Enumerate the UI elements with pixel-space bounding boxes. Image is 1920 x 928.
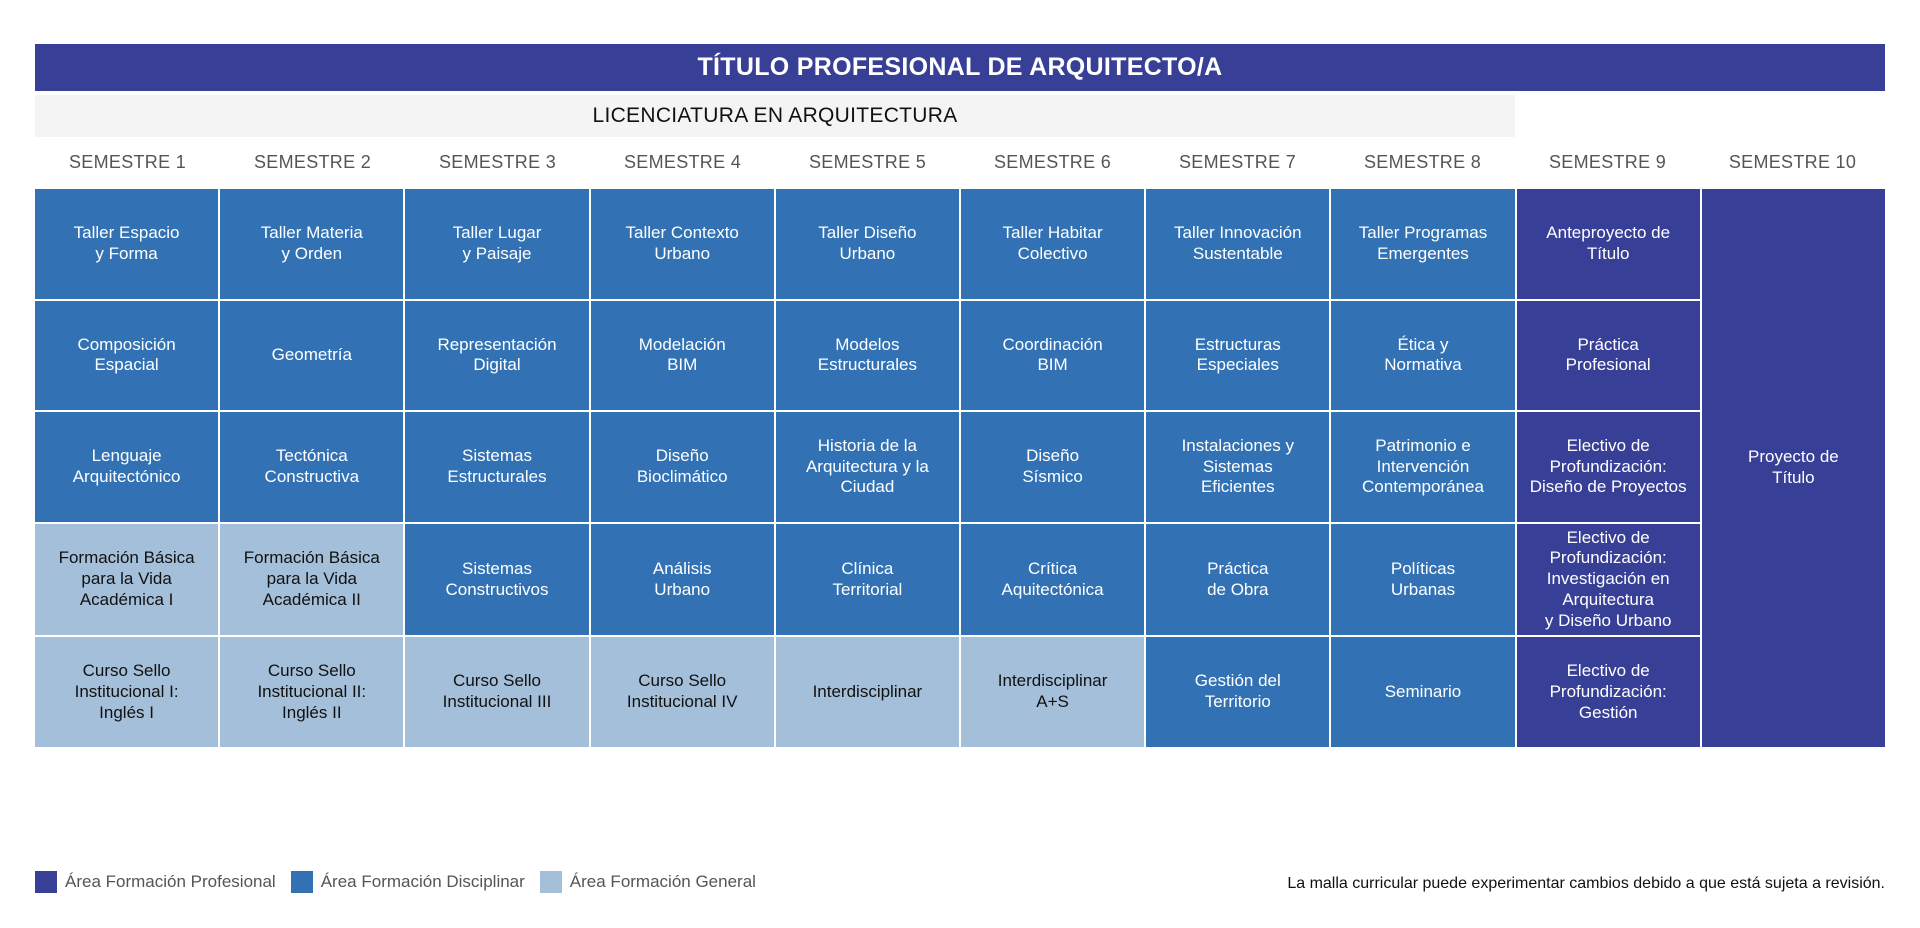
course-cell: Patrimonio e Intervención Contemporánea	[1331, 412, 1514, 522]
course-cell: Taller Lugar y Paisaje	[405, 189, 588, 299]
course-cell: Composición Espacial	[35, 301, 218, 411]
course-cell: Historia de la Arquitectura y la Ciudad	[776, 412, 959, 522]
semester-label: SEMESTRE 3	[438, 151, 557, 172]
semester-label: SEMESTRE 6	[993, 151, 1112, 172]
course-cell: Coordinación BIM	[961, 301, 1144, 411]
course-cell: Curso Sello Institucional IV	[591, 637, 774, 747]
course-cell: Gestión del Territorio	[1146, 637, 1329, 747]
semester-label: SEMESTRE 4	[623, 151, 742, 172]
semester-label: SEMESTRE 8	[1363, 151, 1482, 172]
legend-swatch-general	[540, 871, 562, 893]
legend-label: Área Formación Disciplinar	[320, 872, 525, 891]
semester-label: SEMESTRE 7	[1178, 151, 1297, 172]
course-cell: Crítica Aquitectónica	[961, 524, 1144, 636]
course-cell: Geometría	[220, 301, 403, 411]
course-cell: Electivo de Profundización: Gestión	[1517, 637, 1700, 747]
course-cell: Anteproyecto de Título	[1517, 189, 1700, 299]
course-cell: Políticas Urbanas	[1331, 524, 1514, 636]
course-cell: Curso Sello Institucional II: Inglés II	[220, 637, 403, 747]
revision-note: La malla curricular puede experimentar cambios debido a que está sujeta a revisión.	[1287, 875, 1885, 892]
course-cell: Taller Contexto Urbano	[591, 189, 774, 299]
course-cell: Modelación BIM	[591, 301, 774, 411]
course-cell: Taller Espacio y Forma	[35, 189, 218, 299]
course-cell: Curso Sello Institucional III	[405, 637, 588, 747]
page-title: TÍTULO PROFESIONAL DE ARQUITECTO/A	[35, 44, 1885, 91]
course-cell: Curso Sello Institucional I: Inglés I	[35, 637, 218, 747]
legend-swatch-disciplinar	[291, 871, 313, 893]
course-cell: Representación Digital	[405, 301, 588, 411]
legend-label: Área Formación Profesional	[65, 872, 276, 891]
course-cell: Taller Habitar Colectivo	[961, 189, 1144, 299]
legend-item-disciplinar	[291, 871, 525, 893]
course-cell: Electivo de Profundización: Investigación en Arquitectura y Diseño Urbano	[1517, 524, 1700, 636]
page-subtitle: LICENCIATURA EN ARQUITECTURA	[35, 95, 1515, 137]
course-cell: Tectónica Constructiva	[220, 412, 403, 522]
course-cell: Práctica Profesional	[1517, 301, 1700, 411]
course-cell: Electivo de Profundización: Diseño de Proyectos	[1517, 412, 1700, 522]
semester-label: SEMESTRE 2	[253, 151, 372, 172]
legend	[35, 871, 771, 893]
semester-label: SEMESTRE 5	[808, 151, 927, 172]
course-cell: Taller Programas Emergentes	[1331, 189, 1514, 299]
course-cell: Sistemas Estructurales	[405, 412, 588, 522]
course-cell: Instalaciones y Sistemas Eficientes	[1146, 412, 1329, 522]
course-cell: Clínica Territorial	[776, 524, 959, 636]
semester-label: SEMESTRE 9	[1548, 151, 1667, 172]
course-cell: Estructuras Especiales	[1146, 301, 1329, 411]
legend-swatch-profesional	[35, 871, 57, 893]
course-cell: Formación Básica para la Vida Académica I	[35, 524, 218, 636]
course-cell: Taller Innovación Sustentable	[1146, 189, 1329, 299]
course-cell: Diseño Sísmico	[961, 412, 1144, 522]
legend-item-general	[540, 871, 756, 893]
course-cell: Taller Diseño Urbano	[776, 189, 959, 299]
course-cell: Modelos Estructurales	[776, 301, 959, 411]
course-cell: Análisis Urbano	[591, 524, 774, 636]
legend-item-profesional	[35, 871, 276, 893]
course-cell: Seminario	[1331, 637, 1514, 747]
course-cell: Diseño Bioclimático	[591, 412, 774, 522]
course-cell: Lenguaje Arquitectónico	[35, 412, 218, 522]
course-cell: Taller Materia y Orden	[220, 189, 403, 299]
course-cell: Sistemas Constructivos	[405, 524, 588, 636]
course-cell: Práctica de Obra	[1146, 524, 1329, 636]
course-cell: Formación Básica para la Vida Académica II	[220, 524, 403, 636]
course-cell: Ética y Normativa	[1331, 301, 1514, 411]
semester-label: SEMESTRE 1	[68, 151, 187, 172]
course-cell-thesis: Proyecto de Título	[1702, 189, 1885, 747]
course-cell: Interdisciplinar A+S	[961, 637, 1144, 747]
semester-label: SEMESTRE 10	[1728, 151, 1857, 172]
legend-label: Área Formación General	[569, 872, 756, 891]
semester-header-row	[35, 142, 1885, 182]
curriculum-grid	[35, 189, 1885, 747]
course-cell: Interdisciplinar	[776, 637, 959, 747]
